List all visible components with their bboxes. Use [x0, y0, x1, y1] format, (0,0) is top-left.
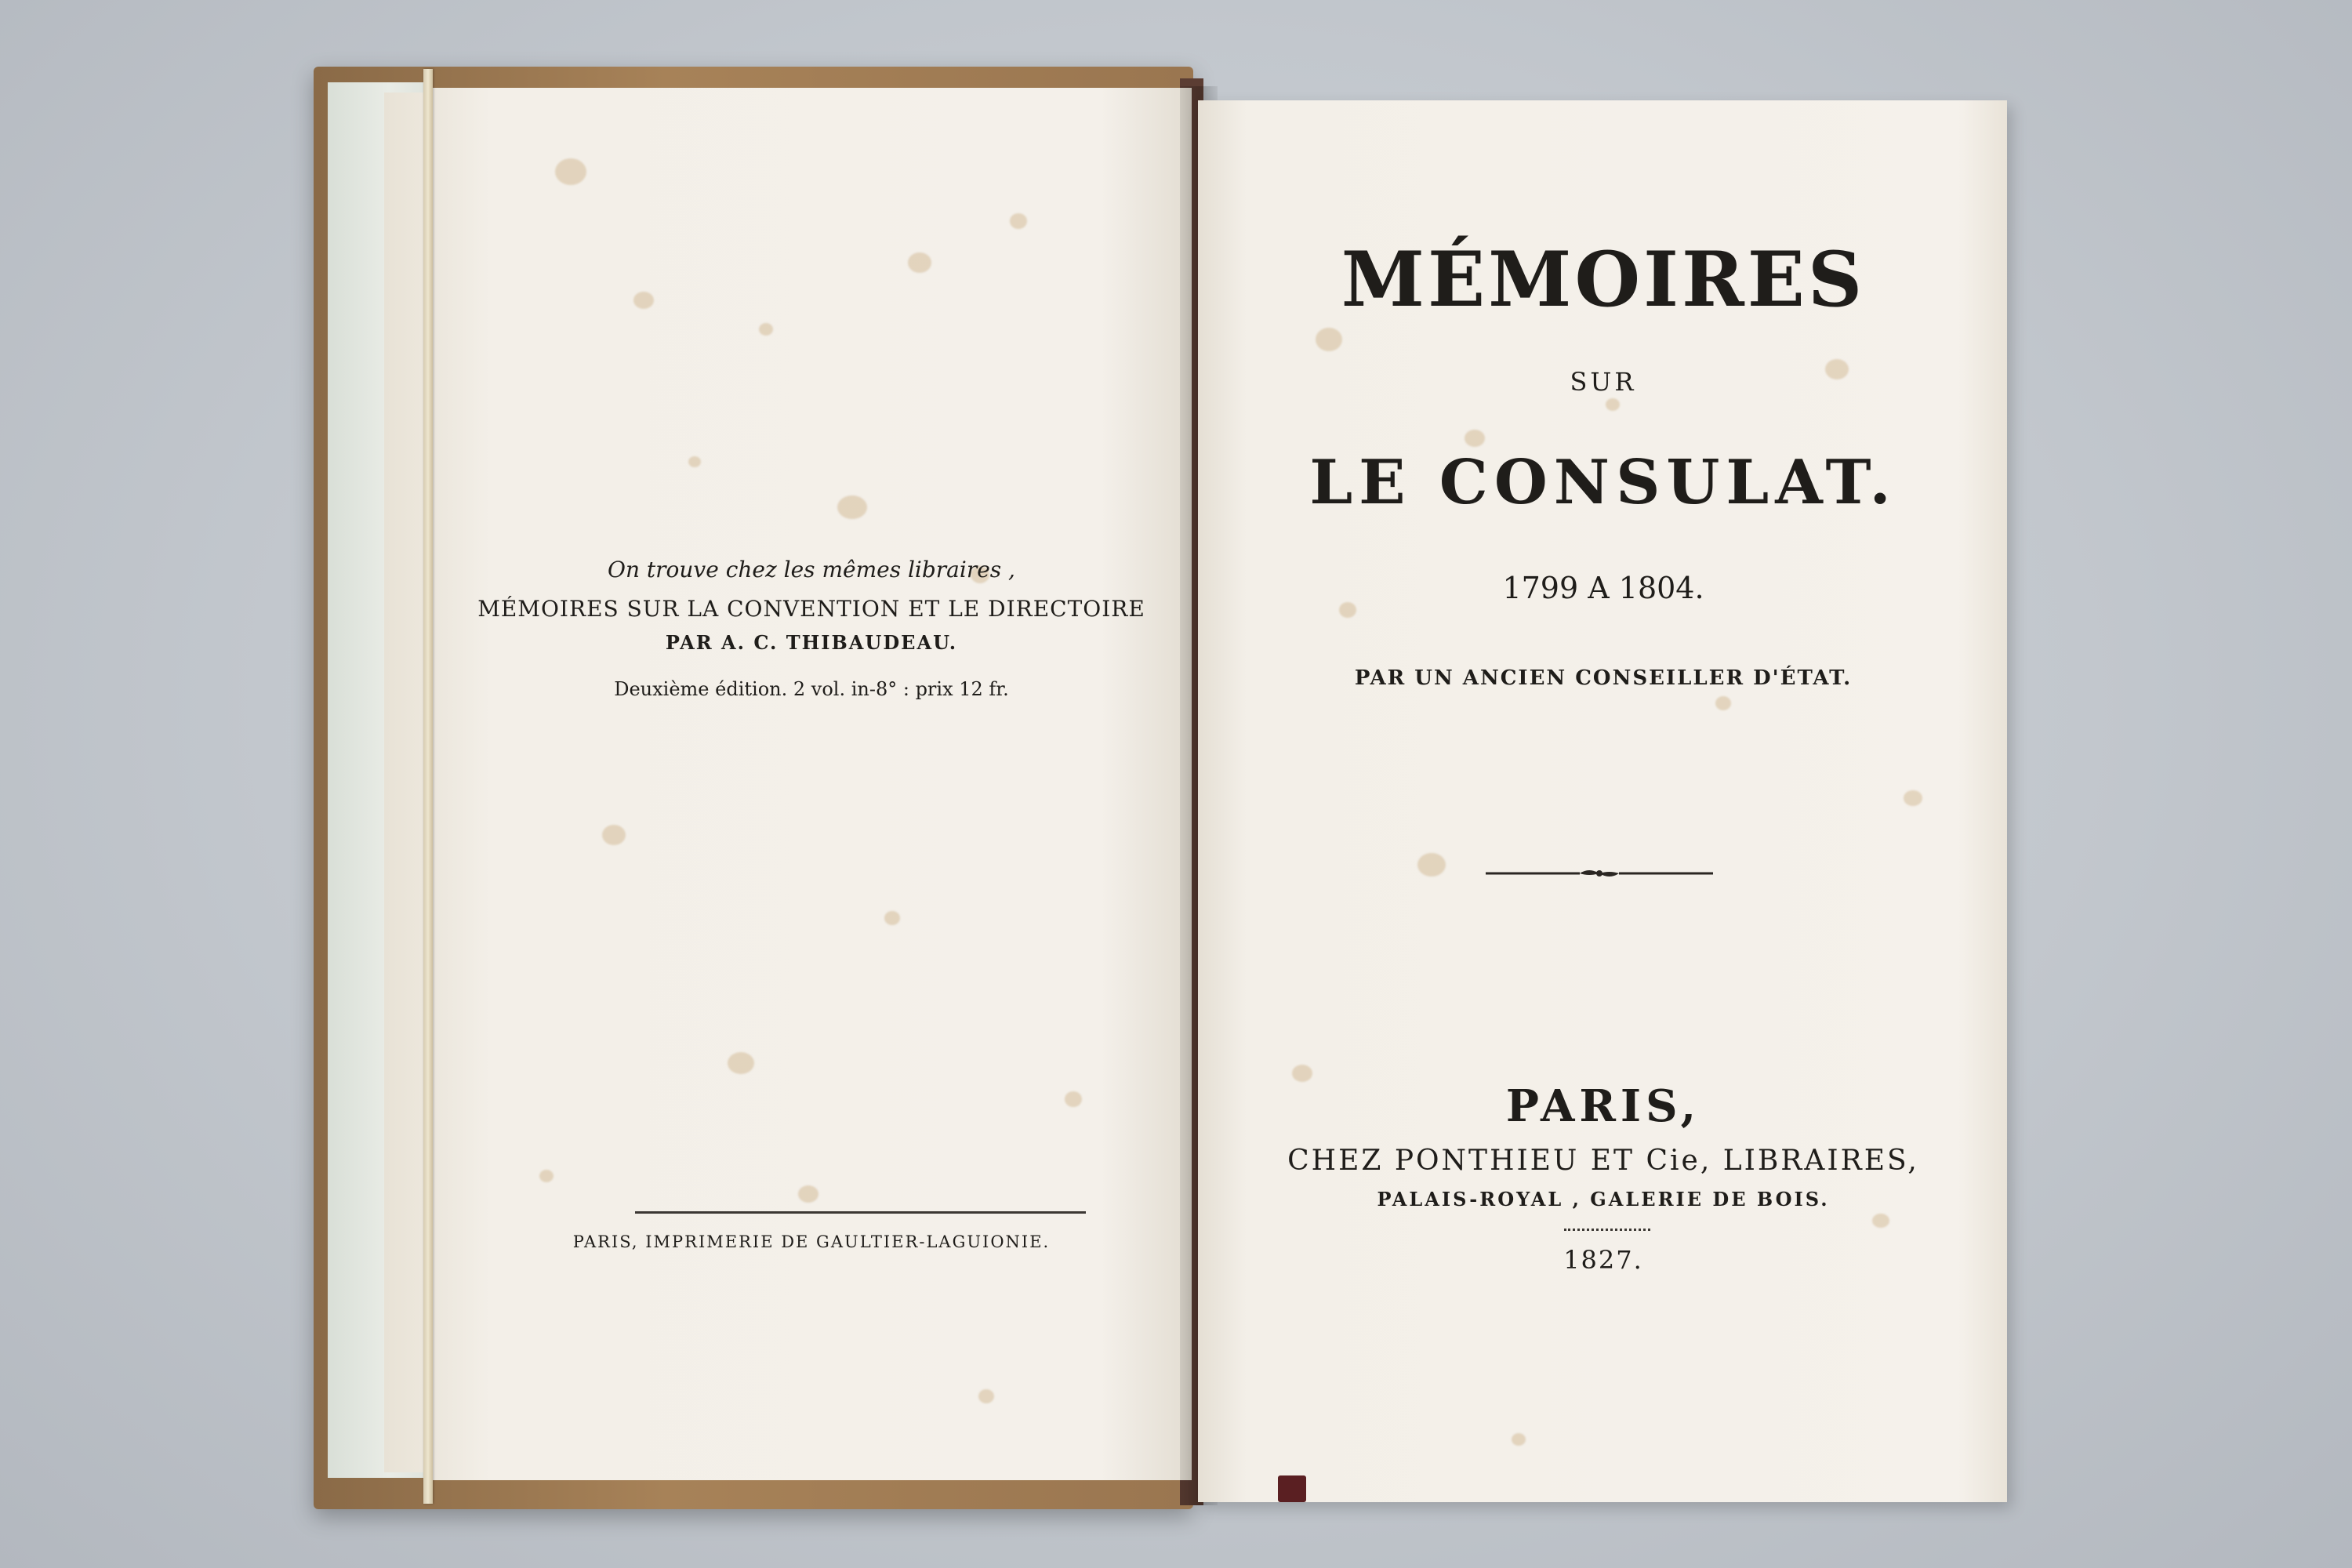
title-author: PAR UN ANCIEN CONSEILLER D'ÉTAT. — [1354, 666, 1853, 690]
notice-line-2: MÉMOIRES SUR LA CONVENTION ET LE DIRECTOIRE — [477, 596, 1145, 622]
notice-line-4: Deuxième édition. 2 vol. in-8° : prix 12 fr. — [614, 678, 1009, 700]
imprint-address: PALAIS-ROYAL , GALERIE DE BOIS. — [1377, 1188, 1830, 1210]
notice-line-1: On trouve chez les mêmes libraires , — [608, 557, 1015, 583]
title-years: 1799 A 1804. — [1502, 571, 1704, 605]
printer-imprint: PARIS, IMPRIMERIE DE GAULTIER-LAGUIONIE. — [572, 1232, 1051, 1251]
bookmark-ribbon — [1278, 1475, 1306, 1502]
elastic-band — [423, 69, 433, 1504]
imprint-city: PARIS, — [1505, 1080, 1701, 1132]
printer-rule — [635, 1211, 1086, 1214]
title-sur: SUR — [1570, 367, 1637, 397]
title-subject: LE CONSULAT. — [1309, 447, 1897, 518]
left-page — [430, 88, 1192, 1480]
title-main: MÉMOIRES — [1341, 235, 1866, 324]
notice-line-3: PAR A. C. THIBAUDEAU. — [665, 631, 958, 654]
imprint-year: 1827. — [1563, 1245, 1643, 1275]
dotted-rule — [1564, 1229, 1650, 1231]
imprint-publisher: CHEZ PONTHIEU ET Cie, LIBRAIRES, — [1287, 1145, 1919, 1177]
ornament-divider-icon — [1486, 866, 1713, 881]
